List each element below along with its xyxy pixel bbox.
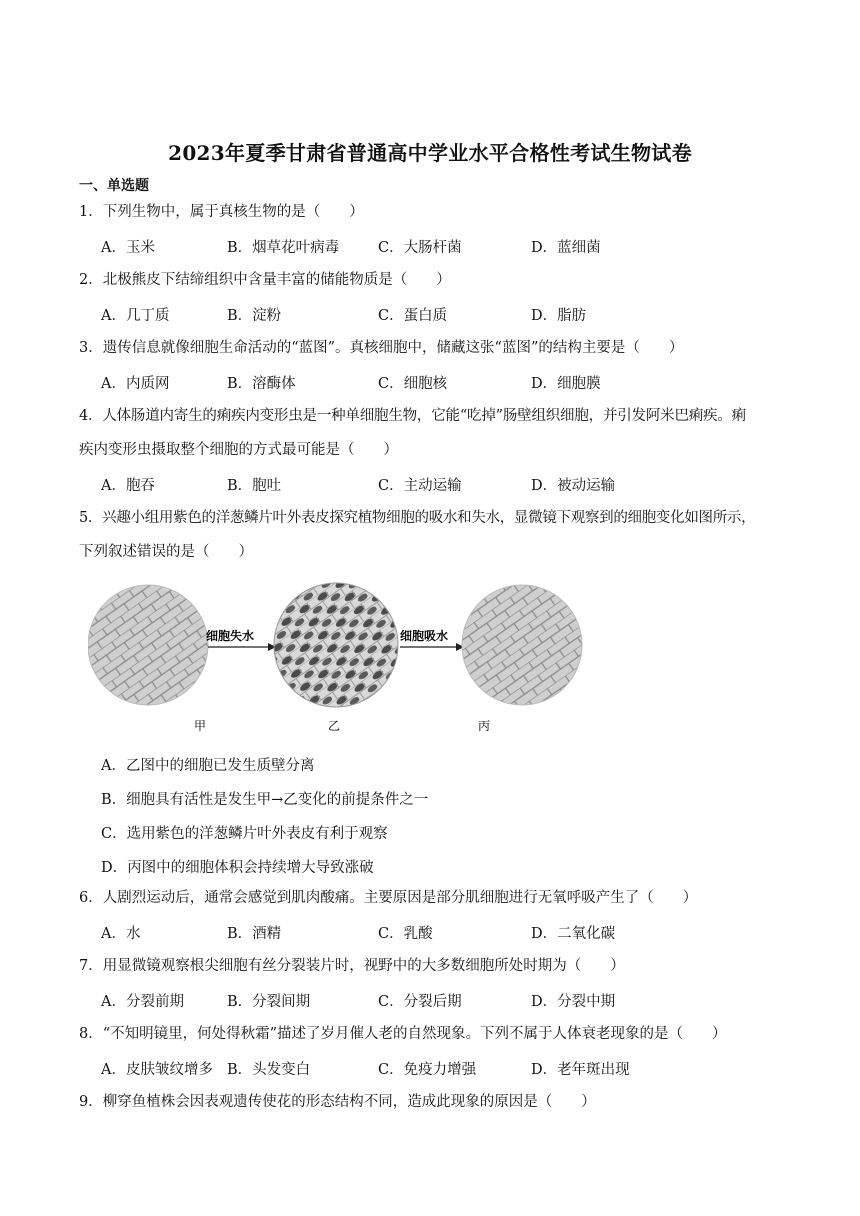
question-1-stem: 1．下列生物中，属于真核生物的是（ ） xyxy=(79,204,364,220)
q8-option-b[interactable]: B．头发变白 xyxy=(227,1062,311,1078)
q4-option-d[interactable]: D．被动运输 xyxy=(531,478,616,494)
question-9-stem: 9．柳穿鱼植株会因表观遗传使花的形态结构不同，造成此现象的原因是（ ） xyxy=(79,1094,596,1110)
q5-option-d[interactable]: D．丙图中的细胞体积会持续增大导致涨破 xyxy=(101,860,374,876)
question-2-stem: 2．北极熊皮下结缔组织中含量丰富的储能物质是（ ） xyxy=(79,272,451,288)
q4-option-c[interactable]: C．主动运输 xyxy=(378,478,462,494)
q2-option-d[interactable]: D．脂肪 xyxy=(531,308,587,324)
q6-option-d[interactable]: D．二氧化碳 xyxy=(531,926,616,942)
q7-option-d[interactable]: D．分裂中期 xyxy=(531,994,616,1010)
q8-option-a[interactable]: A．皮肤皱纹增多 xyxy=(101,1062,213,1078)
q4-option-a[interactable]: A．胞吞 xyxy=(101,478,155,494)
q6-option-b[interactable]: B．酒精 xyxy=(227,926,282,942)
q1-option-c[interactable]: C．大肠杆菌 xyxy=(378,240,462,256)
question-4-stem-line1: 4．人体肠道内寄生的痢疾内变形虫是一种单细胞生物，它能“吃掉”肠壁组织细胞，并引发阿米巴痢疾。痢 xyxy=(79,408,746,424)
q8-option-c[interactable]: C．免疫力增强 xyxy=(378,1062,477,1078)
question-4-stem-line2: 疾内变形虫摄取整个细胞的方式最可能是（ ） xyxy=(79,442,398,458)
q3-option-a[interactable]: A．内质网 xyxy=(101,376,170,392)
q6-option-a[interactable]: A．水 xyxy=(101,926,141,942)
arrow2-label: 细胞吸水 xyxy=(400,629,449,643)
arrow1-label: 细胞失水 xyxy=(206,629,255,643)
q4-option-b[interactable]: B．胞吐 xyxy=(227,478,282,494)
question-7-options xyxy=(101,990,801,1014)
q8-option-d[interactable]: D．老年斑出现 xyxy=(531,1062,630,1078)
q2-option-c[interactable]: C．蛋白质 xyxy=(378,308,448,324)
figure-label-bing: 丙 xyxy=(478,719,491,733)
q6-option-c[interactable]: C．乳酸 xyxy=(378,926,433,942)
q7-option-c[interactable]: C．分裂后期 xyxy=(378,994,462,1010)
question-8-options xyxy=(101,1058,801,1082)
q1-option-d[interactable]: D．蓝细菌 xyxy=(531,240,601,256)
q5-option-a[interactable]: A．乙图中的细胞已发生质壁分离 xyxy=(101,758,315,774)
q5-option-b[interactable]: B．细胞具有活性是发生甲→乙变化的前提条件之一 xyxy=(101,792,429,808)
cell-plasmolysis-figure xyxy=(88,580,588,740)
exam-title: 2023年夏季甘肃省普通高中学业水平合格性考试生物试卷 xyxy=(168,141,692,165)
q2-option-a[interactable]: A．几丁质 xyxy=(101,308,170,324)
figure-label-jia: 甲 xyxy=(194,719,207,733)
cell-image-bing xyxy=(462,585,582,705)
question-3-stem: 3．遗传信息就像细胞生命活动的“蓝图”。真核细胞中，储藏这张“蓝图”的结构主要是（ ） xyxy=(79,340,684,356)
question-4-options xyxy=(101,474,801,498)
q3-option-b[interactable]: B．溶酶体 xyxy=(227,376,296,392)
cell-image-jia xyxy=(88,585,208,705)
question-6-options xyxy=(101,922,801,946)
q3-option-c[interactable]: C．细胞核 xyxy=(378,376,448,392)
q2-option-b[interactable]: B．淀粉 xyxy=(227,308,282,324)
q7-option-b[interactable]: B．分裂间期 xyxy=(227,994,311,1010)
q1-option-b[interactable]: B．烟草花叶病毒 xyxy=(227,240,340,256)
q7-option-a[interactable]: A．分裂前期 xyxy=(101,994,184,1010)
cell-image-yi xyxy=(274,583,398,707)
q1-option-a[interactable]: A．玉米 xyxy=(101,240,155,256)
question-8-stem: 8．“不知明镜里，何处得秋霜”描述了岁月催人老的自然现象。下列不属于人体衰老现象的是（ ） xyxy=(79,1026,727,1042)
question-5-stem-line2: 下列叙述错误的是（ ） xyxy=(79,544,253,560)
question-3-options xyxy=(101,372,801,396)
q5-option-c[interactable]: C．选用紫色的洋葱鳞片叶外表皮有利于观察 xyxy=(101,826,388,842)
question-7-stem: 7．用显微镜观察根尖细胞有丝分裂装片时，视野中的大多数细胞所处时期为（ ） xyxy=(79,958,625,974)
question-2-options xyxy=(101,304,801,328)
question-5-stem-line1: 5．兴趣小组用紫色的洋葱鳞片叶外表皮探究植物细胞的吸水和失水，显微镜下观察到的细胞变化如图所示， xyxy=(79,510,756,526)
question-1-options xyxy=(101,236,801,260)
figure-label-yi: 乙 xyxy=(328,719,341,733)
section-heading: 一、单选题 xyxy=(79,178,149,194)
q3-option-d[interactable]: D．细胞膜 xyxy=(531,376,601,392)
question-6-stem: 6．人剧烈运动后，通常会感觉到肌肉酸痛。主要原因是部分肌细胞进行无氧呼吸产生了（ ） xyxy=(79,890,698,906)
